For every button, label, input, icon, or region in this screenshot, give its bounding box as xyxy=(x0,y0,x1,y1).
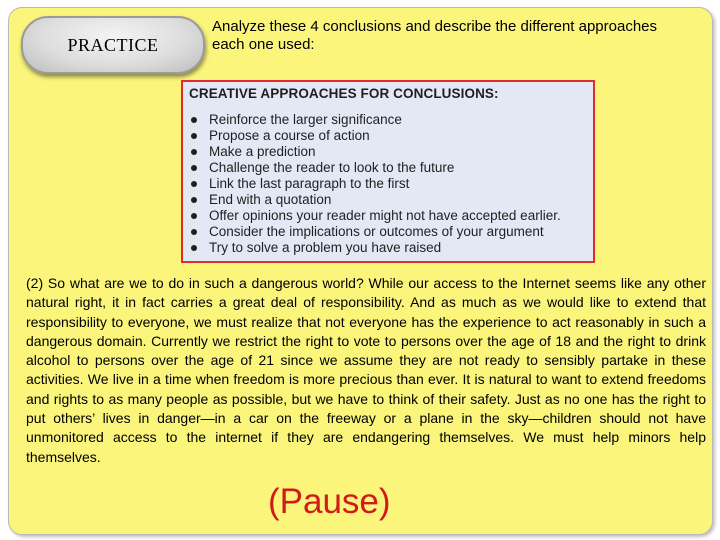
bullet-icon xyxy=(191,117,197,123)
list-item xyxy=(183,128,561,144)
list-item xyxy=(183,144,561,160)
practice-badge xyxy=(21,16,205,74)
list-item-label: Make a prediction xyxy=(209,144,316,159)
list-item xyxy=(183,176,561,192)
list-item-label: Challenge the reader to look to the future xyxy=(209,160,455,175)
list-item-label: End with a quotation xyxy=(209,192,332,207)
panel-title: CREATIVE APPROACHES FOR CONCLUSIONS: xyxy=(189,86,499,101)
list-item-label: Link the last paragraph to the first xyxy=(209,176,410,191)
list-item-label: Propose a course of action xyxy=(209,128,370,143)
bullet-icon xyxy=(191,165,197,171)
list-item xyxy=(183,192,561,208)
bullet-icon xyxy=(191,213,197,219)
prompt-text: Analyze these 4 conclusions and describe the different approaches each one used: xyxy=(212,18,658,53)
list-item xyxy=(183,112,561,128)
bullet-icon xyxy=(191,149,197,155)
list-item xyxy=(183,160,561,176)
bullet-icon xyxy=(191,229,197,235)
practice-label: PRACTICE xyxy=(67,34,159,55)
pause-label: (Pause) xyxy=(268,482,391,521)
list-item xyxy=(183,240,561,256)
approaches-list xyxy=(183,112,561,256)
list-item-label: Try to solve a problem you have raised xyxy=(209,240,442,255)
list-item xyxy=(183,208,561,224)
creative-approaches-panel xyxy=(181,80,595,263)
bullet-icon xyxy=(191,181,197,187)
bullet-icon xyxy=(191,197,197,203)
list-item-label: Reinforce the larger significance xyxy=(209,112,402,127)
passage-text: (2) So what are we to do in such a dangerous world? While our access to the Internet seems like any other natural right, it in fact carries a great deal of responsibility. And as much as we would like to extend that responsibility to everyone, we must realize that not everyone has the experience to act reasonably in such a dangerous domain. Currently we restrict the right to vote to persons over the age of 18 and the right to drink alcohol to persons over the age of 21 since we assume they are not ready to sensibly partake in these activities. We live in a time when freedom is more precious than ever. It is natural to want to extend freedoms and rights to as many people as possible, but we have to think of their safety. Just as no one has the right to put others’ lives in danger—in a car on the freeway or a plane in the sky—children should not have unmonitored access to the internet if they are endangering themselves. We must help minors help themselves. xyxy=(26,275,706,465)
list-item-label: Offer opinions your reader might not have accepted earlier. xyxy=(209,208,561,223)
bullet-icon xyxy=(191,133,197,139)
bullet-icon xyxy=(191,245,197,251)
slide xyxy=(8,7,713,535)
list-item xyxy=(183,224,561,240)
list-item-label: Consider the implications or outcomes of your argument xyxy=(209,224,544,239)
